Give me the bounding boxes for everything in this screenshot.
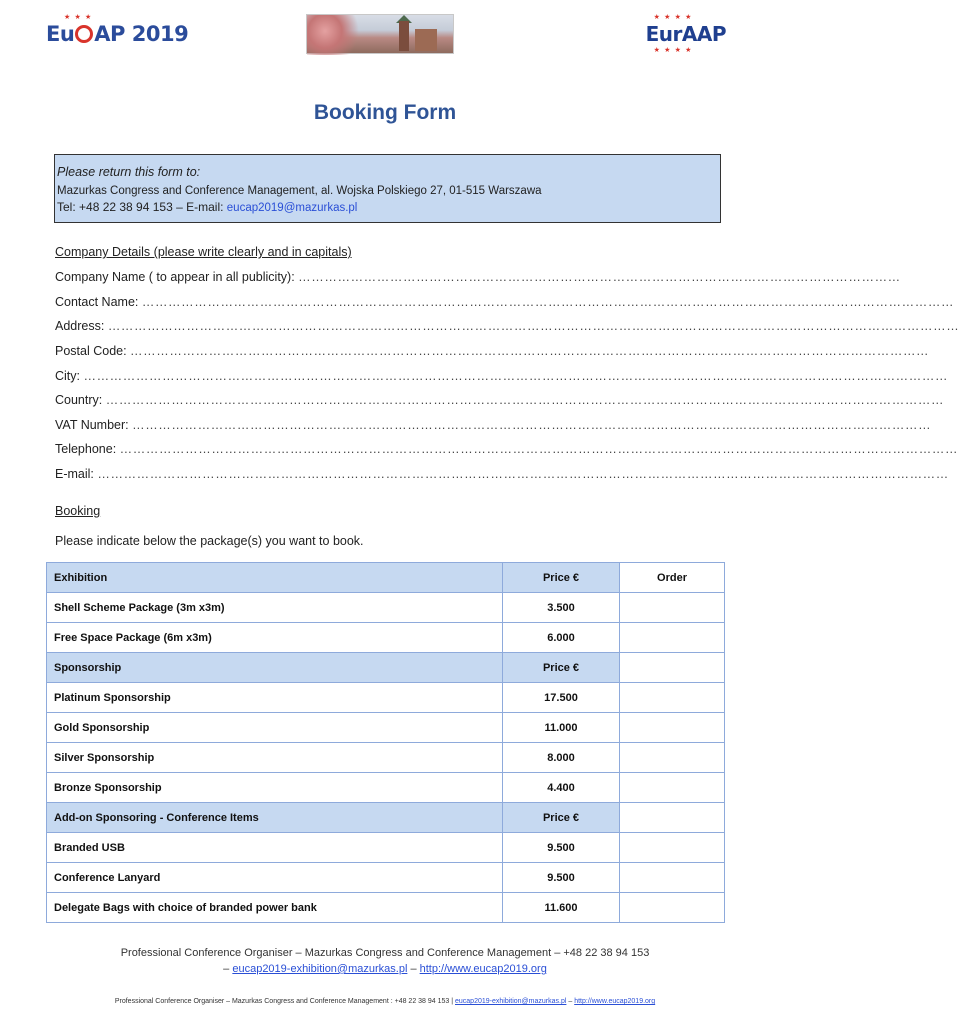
footer-small-website-link[interactable]: http://www.eucap2019.org xyxy=(574,998,656,1005)
page-title: Booking Form xyxy=(313,101,457,124)
eucap-ring-icon xyxy=(75,25,93,43)
row-price: 11.000 xyxy=(503,713,620,743)
postal-code-field[interactable]: Postal Code: ………………………………………………………………………………………………………………………………………………………………… xyxy=(55,344,930,358)
order-cell xyxy=(620,653,725,683)
booking-heading: Booking xyxy=(55,504,101,518)
footer-email-link[interactable]: eucap2019-exhibition@mazurkas.pl xyxy=(232,963,408,975)
city-field[interactable]: City: ……………………………………………………………………………………………………………………………………………………………………………… xyxy=(55,369,949,383)
table-row xyxy=(47,713,725,743)
table-row xyxy=(47,833,725,863)
footer-small-email-link[interactable]: eucap2019-exhibition@mazurkas.pl xyxy=(455,998,567,1005)
row-label: Shell Scheme Package (3m x3m) xyxy=(47,593,503,623)
address-field[interactable]: Address: …………………………………………………………………………………………………………………………………………………………………………… xyxy=(55,319,959,333)
row-label: Platinum Sponsorship xyxy=(47,683,503,713)
header-banner-image xyxy=(306,14,454,54)
contact-name-field[interactable]: Contact Name: …………………………………………………………………………………………………………………………………………………………………… xyxy=(55,295,955,309)
return-contact: Tel: +48 22 38 94 153 – E-mail: eucap2019@mazurkas.pl xyxy=(57,200,358,214)
table-section-row-addon xyxy=(47,803,725,833)
row-price: Price € xyxy=(503,803,620,833)
row-price: Price € xyxy=(503,563,620,593)
return-email-link[interactable]: eucap2019@mazurkas.pl xyxy=(226,202,358,214)
table-row xyxy=(47,593,725,623)
table-row xyxy=(47,863,725,893)
order-cell[interactable] xyxy=(620,623,725,653)
order-column-header: Order xyxy=(620,563,725,593)
footer-line1: Professional Conference Organiser – Mazurkas Congress and Conference Management – +48 22 38 94 153 xyxy=(120,947,650,959)
row-price: 9.500 xyxy=(503,833,620,863)
return-heading: Please return this form to: xyxy=(57,165,201,179)
booking-intro: Please indicate below the package(s) you want to book. xyxy=(55,534,364,548)
row-price: Price € xyxy=(503,653,620,683)
table-section-row-exhibition xyxy=(47,563,725,593)
row-label: Branded USB xyxy=(47,833,503,863)
return-address: Mazurkas Congress and Conference Management, al. Wojska Polskiego 27, 01-515 Warszawa xyxy=(57,185,542,197)
row-label: Conference Lanyard xyxy=(47,863,503,893)
table-row xyxy=(47,893,725,923)
row-price: 8.000 xyxy=(503,743,620,773)
table-row xyxy=(47,743,725,773)
table-row xyxy=(47,683,725,713)
euraap-logo: ★ ★ ★ ★ EurAAP ★ ★ ★ ★ xyxy=(645,13,726,54)
row-price: 9.500 xyxy=(503,863,620,893)
footer-website-link[interactable]: http://www.eucap2019.org xyxy=(419,963,547,975)
order-cell[interactable] xyxy=(620,833,725,863)
booking-table xyxy=(46,562,725,923)
row-price: 4.400 xyxy=(503,773,620,803)
row-label: Silver Sponsorship xyxy=(47,743,503,773)
order-cell[interactable] xyxy=(620,713,725,743)
row-label: Bronze Sponsorship xyxy=(47,773,503,803)
row-price: 6.000 xyxy=(503,623,620,653)
country-field[interactable]: Country: ………………………………………………………………………………………………………………………………………………………………………… xyxy=(55,393,945,407)
row-price: 3.500 xyxy=(503,593,620,623)
page-header xyxy=(0,14,770,58)
footer-line2: – eucap2019-exhibition@mazurkas.pl – http://www.eucap2019.org xyxy=(223,963,547,975)
table-row xyxy=(47,623,725,653)
row-label: Gold Sponsorship xyxy=(47,713,503,743)
row-label: Exhibition xyxy=(47,563,503,593)
eucap-2019-logo: ★ ★ ★ Eu AP 2019 xyxy=(46,13,189,46)
row-price: 11.600 xyxy=(503,893,620,923)
order-cell[interactable] xyxy=(620,863,725,893)
order-cell[interactable] xyxy=(620,683,725,713)
footer-small: Professional Conference Organiser – Mazurkas Congress and Conference Management : +48 22 38 94 153 | eucap2019-exhibition@mazurkas.pl – http://www.eucap2019.org xyxy=(114,998,656,1005)
vat-number-field[interactable]: VAT Number: ………………………………………………………………………………………………………………………………………………………………… xyxy=(55,418,932,432)
order-cell[interactable] xyxy=(620,743,725,773)
company-details-heading: Company Details (please write clearly and in capitals) xyxy=(55,245,352,259)
email-field[interactable]: E-mail: …………………………………………………………………………………………………………………………………………………………………………… xyxy=(55,467,949,481)
order-cell[interactable] xyxy=(620,773,725,803)
order-cell xyxy=(620,803,725,833)
footer-main xyxy=(0,945,770,977)
row-label: Add-on Sponsoring - Conference Items xyxy=(47,803,503,833)
row-label: Delegate Bags with choice of branded power bank xyxy=(47,893,503,923)
row-label: Sponsorship xyxy=(47,653,503,683)
order-cell[interactable] xyxy=(620,893,725,923)
telephone-field[interactable]: Telephone: ………………………………………………………………………………………………………………………………………………………………………… xyxy=(55,442,959,456)
row-price: 17.500 xyxy=(503,683,620,713)
order-cell[interactable] xyxy=(620,593,725,623)
company-name-field[interactable]: Company Name ( to appear in all publicity): ………………………………………………………………………………………………………………………… xyxy=(55,270,901,284)
table-section-row-sponsorship xyxy=(47,653,725,683)
table-row xyxy=(47,773,725,803)
return-address-box xyxy=(54,154,721,223)
row-label: Free Space Package (6m x3m) xyxy=(47,623,503,653)
